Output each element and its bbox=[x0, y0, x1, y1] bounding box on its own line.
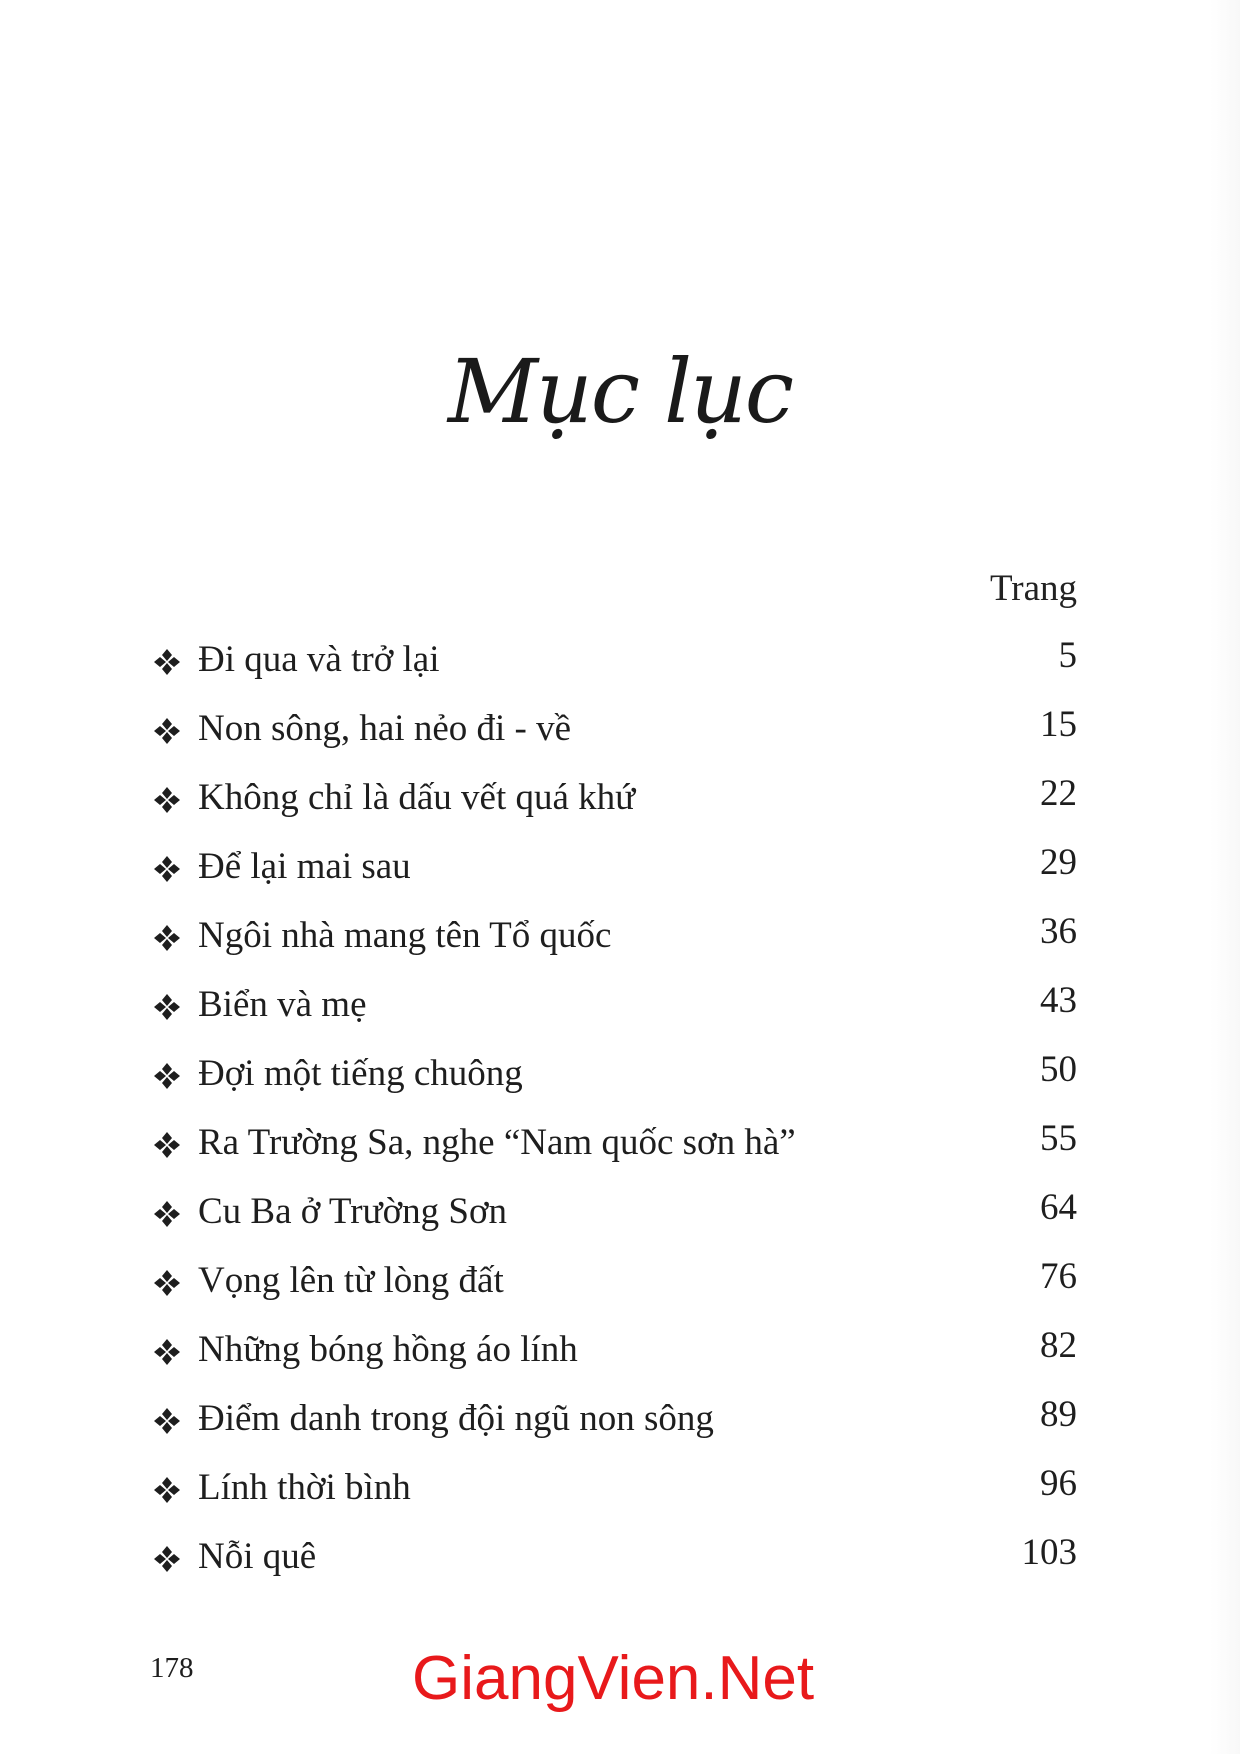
toc-entry[interactable] bbox=[152, 911, 1077, 986]
toc-entry-title: Ra Trường Sa, nghe “Nam quốc sơn hà” bbox=[198, 1122, 796, 1163]
watermark: GiangVien.Net bbox=[412, 1644, 815, 1713]
four-diamond-ornament-icon bbox=[152, 1406, 182, 1436]
page-column-header: Trang bbox=[989, 568, 1077, 609]
toc-entry-title: Biển và mẹ bbox=[198, 984, 367, 1025]
four-diamond-ornament-icon bbox=[152, 1061, 182, 1091]
toc-entry-page: 89 bbox=[1040, 1394, 1077, 1435]
toc-entry[interactable] bbox=[152, 1532, 1077, 1607]
toc-entry-page: 103 bbox=[1021, 1532, 1077, 1573]
toc-entry-title: Ngôi nhà mang tên Tổ quốc bbox=[198, 915, 612, 956]
toc-entry-page: 82 bbox=[1040, 1325, 1077, 1366]
table-of-contents bbox=[152, 635, 1077, 1607]
toc-entry[interactable] bbox=[152, 635, 1077, 710]
toc-entry[interactable] bbox=[152, 980, 1077, 1055]
toc-entry-title: Điểm danh trong đội ngũ non sông bbox=[198, 1398, 714, 1439]
toc-entry[interactable] bbox=[152, 1187, 1077, 1262]
toc-entry-title: Đi qua và trở lại bbox=[198, 639, 440, 680]
toc-entry[interactable] bbox=[152, 1463, 1077, 1538]
toc-entry-title: Cu Ba ở Trường Sơn bbox=[198, 1191, 508, 1232]
four-diamond-ornament-icon bbox=[152, 854, 182, 884]
toc-entry[interactable] bbox=[152, 1049, 1077, 1124]
toc-entry-page: 64 bbox=[1040, 1187, 1077, 1228]
toc-entry[interactable] bbox=[152, 842, 1077, 917]
four-diamond-ornament-icon bbox=[152, 923, 182, 953]
toc-entry-title: Vọng lên từ lòng đất bbox=[198, 1260, 504, 1301]
toc-entry-page: 22 bbox=[1040, 773, 1077, 814]
toc-entry[interactable] bbox=[152, 773, 1077, 848]
toc-entry-title: Nỗi quê bbox=[198, 1536, 317, 1577]
toc-entry-title: Để lại mai sau bbox=[198, 846, 411, 887]
page-edge-shadow bbox=[1210, 0, 1240, 1754]
toc-entry-page: 96 bbox=[1040, 1463, 1077, 1504]
four-diamond-ornament-icon bbox=[152, 1130, 182, 1160]
four-diamond-ornament-icon bbox=[152, 1544, 182, 1574]
four-diamond-ornament-icon bbox=[152, 1475, 182, 1505]
four-diamond-ornament-icon bbox=[152, 647, 182, 677]
toc-entry-title: Non sông, hai nẻo đi - về bbox=[198, 708, 572, 749]
toc-entry[interactable] bbox=[152, 1118, 1077, 1193]
toc-entry[interactable] bbox=[152, 1394, 1077, 1469]
four-diamond-ornament-icon bbox=[152, 1199, 182, 1229]
toc-entry-page: 29 bbox=[1040, 842, 1077, 883]
toc-entry-title: Những bóng hồng áo lính bbox=[198, 1329, 578, 1370]
toc-entry[interactable] bbox=[152, 1256, 1077, 1331]
four-diamond-ornament-icon bbox=[152, 716, 182, 746]
toc-entry-page: 50 bbox=[1040, 1049, 1077, 1090]
four-diamond-ornament-icon bbox=[152, 785, 182, 815]
page-number: 178 bbox=[150, 1652, 194, 1684]
toc-entry[interactable] bbox=[152, 1325, 1077, 1400]
toc-entry[interactable] bbox=[152, 704, 1077, 779]
page-title: Mục lục bbox=[447, 340, 793, 443]
toc-entry-title: Lính thời bình bbox=[198, 1467, 411, 1508]
toc-entry-page: 43 bbox=[1040, 980, 1077, 1021]
toc-entry-page: 36 bbox=[1040, 911, 1077, 952]
toc-entry-page: 55 bbox=[1040, 1118, 1077, 1159]
toc-entry-page: 15 bbox=[1040, 704, 1077, 745]
toc-entry-page: 76 bbox=[1040, 1256, 1077, 1297]
four-diamond-ornament-icon bbox=[152, 1268, 182, 1298]
four-diamond-ornament-icon bbox=[152, 1337, 182, 1367]
toc-entry-page: 5 bbox=[1058, 635, 1077, 676]
toc-entry-title: Không chỉ là dấu vết quá khứ bbox=[198, 777, 636, 818]
four-diamond-ornament-icon bbox=[152, 992, 182, 1022]
toc-entry-title: Đợi một tiếng chuông bbox=[198, 1053, 523, 1094]
